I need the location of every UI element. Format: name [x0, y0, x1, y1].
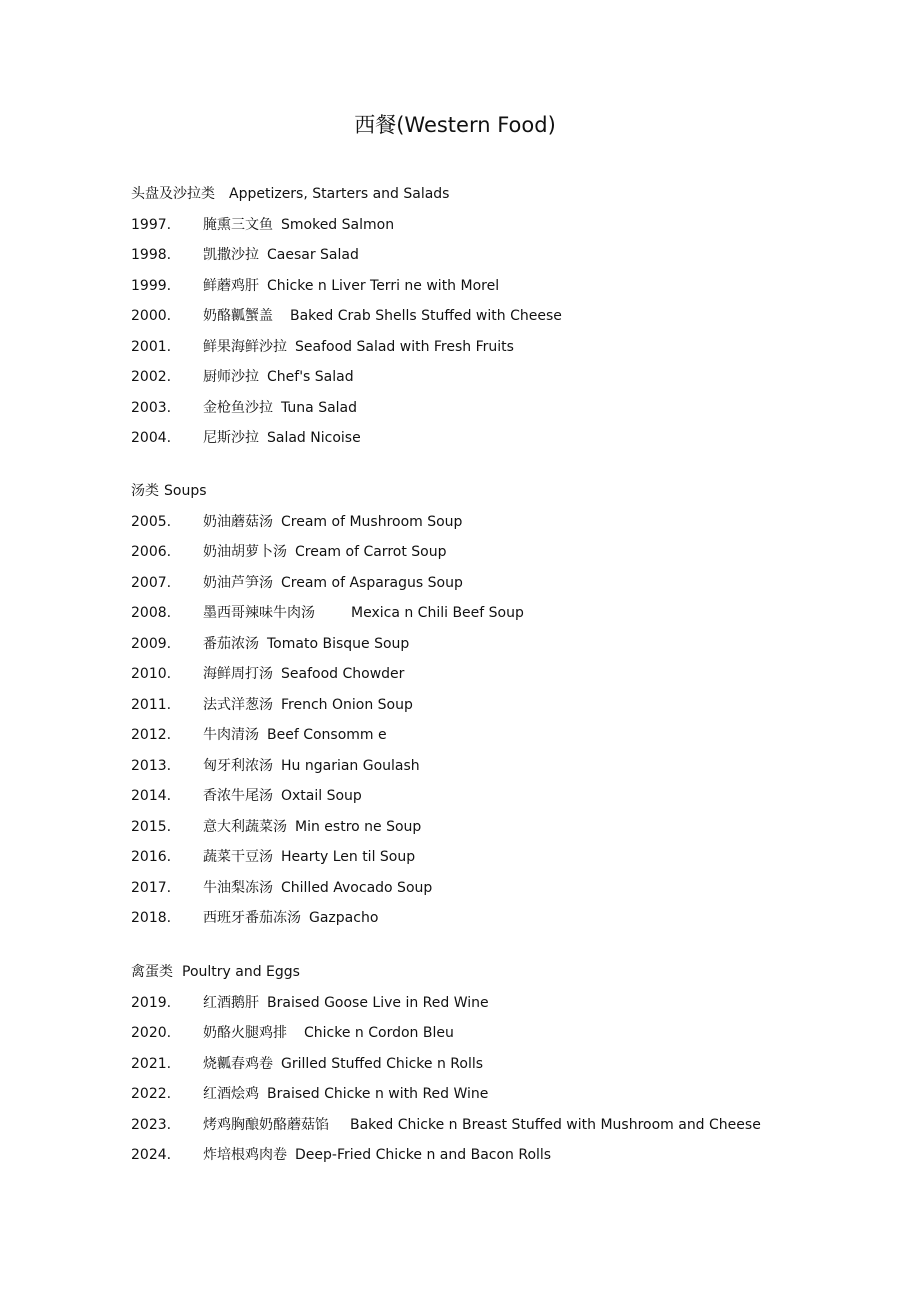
item-name-zh: 烧瓤春鸡卷 [203, 1055, 273, 1072]
section-heading [131, 476, 891, 507]
item-name-en: Deep-Fried Chicke n and Bacon Rolls [295, 1147, 552, 1163]
item-name-zh: 奶油胡萝卜汤 [203, 544, 287, 560]
menu-item [131, 842, 891, 873]
menu-item [131, 332, 891, 363]
item-name-zh: 法式洋葱汤 [203, 696, 273, 713]
item-name-zh: 金枪鱼沙拉 [203, 399, 273, 416]
item-number: 2022. [131, 1086, 172, 1102]
item-name-en: Seafood Chowder [281, 666, 405, 682]
menu-item [131, 720, 891, 751]
menu-item [131, 1079, 891, 1110]
menu-item [131, 210, 891, 241]
item-name-zh: 西班牙番茄冻汤 [203, 910, 301, 926]
item-name-en: Mexica n Chili Beef Soup [351, 605, 524, 621]
item-name-zh: 香浓牛尾汤 [203, 788, 273, 804]
item-name-zh: 奶油芦笋汤 [203, 574, 273, 591]
menu-item [131, 873, 891, 904]
item-number: 2009. [131, 635, 172, 652]
item-name-zh: 奶酪火腿鸡排 [203, 1025, 287, 1041]
menu-item [131, 659, 891, 690]
item-name-zh: 奶油蘑菇汤 [203, 513, 273, 530]
item-name-en: Min estro ne Soup [295, 818, 422, 835]
item-number: 2000. [131, 308, 172, 324]
section-heading-zh: 汤类 [131, 483, 159, 499]
menu-item [131, 812, 891, 843]
item-number: 2018. [131, 910, 172, 926]
item-name-en: Grilled Stuffed Chicke n Rolls [281, 1055, 484, 1072]
item-name-zh: 海鲜周打汤 [203, 666, 273, 682]
item-name-en: Beef Consomm e [267, 727, 387, 743]
item-name-en: Seafood Salad with Fresh Fruits [295, 338, 514, 355]
item-name-zh: 凯撒沙拉 [203, 247, 259, 263]
section-soups [131, 476, 891, 934]
item-name-en: Chef's Salad [267, 369, 354, 385]
item-number: 2011. [131, 696, 172, 713]
menu-item [131, 507, 891, 538]
item-name-en: Braised Goose Live in Red Wine [267, 994, 489, 1011]
section-heading-zh: 禽蛋类 [131, 964, 173, 980]
item-name-zh: 意大利蔬菜汤 [203, 818, 287, 835]
menu-item [131, 1110, 891, 1141]
menu-item [131, 903, 891, 934]
item-number: 2017. [131, 879, 172, 896]
item-number: 2024. [131, 1147, 172, 1163]
item-name-en: Caesar Salad [267, 247, 359, 263]
item-name-en: Baked Chicke n Breast Stuffed with Mushroom and Cheese [350, 1116, 761, 1133]
item-name-zh: 蔬菜干豆汤 [203, 849, 273, 865]
menu-item [131, 988, 891, 1019]
section-heading-zh: 头盘及沙拉类 [131, 186, 215, 202]
item-name-zh: 厨师沙拉 [203, 369, 259, 385]
item-number: 2016. [131, 849, 172, 865]
item-number: 1997. [131, 216, 172, 233]
menu-item [131, 1049, 891, 1080]
item-name-en: Tomato Bisque Soup [267, 635, 410, 652]
menu-item [131, 362, 891, 393]
menu-item [131, 537, 891, 568]
menu-item [131, 781, 891, 812]
item-name-en: Braised Chicke n with Red Wine [267, 1086, 489, 1102]
section-heading-en: Poultry and Eggs [182, 964, 300, 980]
section-heading-en: Appetizers, Starters and Salads [229, 186, 450, 202]
page-title: 西餐(Western Food) [354, 113, 556, 137]
item-number: 2015. [131, 818, 172, 835]
section-appetizers [131, 179, 891, 454]
item-number: 2013. [131, 757, 172, 774]
section-heading-en: Soups [164, 483, 207, 499]
item-name-zh: 匈牙利浓汤 [203, 757, 273, 774]
item-number: 2010. [131, 666, 172, 682]
item-name-en: Chicke n Cordon Bleu [304, 1025, 454, 1041]
item-name-zh: 鲜果海鲜沙拉 [203, 338, 287, 355]
menu-item [131, 568, 891, 599]
item-number: 2021. [131, 1055, 172, 1072]
item-number: 2001. [131, 338, 172, 355]
item-number: 2003. [131, 399, 172, 416]
item-name-en: Smoked Salmon [281, 216, 395, 233]
item-number: 2006. [131, 544, 172, 560]
section-heading [131, 179, 891, 210]
item-name-zh: 牛肉清汤 [203, 727, 259, 743]
item-name-zh: 红酒烩鸡 [203, 1086, 259, 1102]
menu-item [131, 1018, 891, 1049]
item-number: 2004. [131, 430, 172, 446]
menu-item [131, 629, 891, 660]
item-number: 1998. [131, 247, 172, 263]
item-name-zh: 墨西哥辣味牛肉汤 [203, 605, 315, 621]
item-number: 1999. [131, 277, 172, 294]
item-number: 2007. [131, 574, 172, 591]
section-poultry-eggs [131, 957, 891, 1171]
menu-item [131, 271, 891, 302]
item-number: 2020. [131, 1025, 172, 1041]
item-name-en: Cream of Mushroom Soup [281, 513, 463, 530]
item-number: 2019. [131, 994, 172, 1011]
item-name-en: Baked Crab Shells Stuffed with Cheese [290, 308, 562, 324]
menu-item [131, 690, 891, 721]
menu-item [131, 423, 891, 454]
item-name-zh: 炸培根鸡肉卷 [203, 1147, 287, 1163]
section-heading [131, 957, 891, 988]
item-name-en: Oxtail Soup [281, 788, 362, 804]
item-number: 2014. [131, 788, 172, 804]
item-number: 2005. [131, 513, 172, 530]
item-name-zh: 牛油梨冻汤 [203, 879, 273, 896]
item-name-zh: 烤鸡胸酿奶酪蘑菇馅 [203, 1116, 329, 1133]
item-name-zh: 尼斯沙拉 [203, 430, 259, 446]
item-name-en: Hearty Len til Soup [281, 849, 416, 865]
item-number: 2008. [131, 605, 172, 621]
item-name-en: Gazpacho [309, 910, 379, 926]
item-name-en: Tuna Salad [281, 399, 358, 416]
item-number: 2023. [131, 1116, 172, 1133]
item-name-en: Cream of Asparagus Soup [281, 574, 463, 591]
item-name-zh: 红酒鹅肝 [203, 994, 259, 1011]
menu-item [131, 1140, 891, 1171]
item-number: 2002. [131, 369, 172, 385]
item-number: 2012. [131, 727, 172, 743]
item-name-en: Cream of Carrot Soup [295, 544, 447, 560]
item-name-zh: 腌熏三文鱼 [203, 216, 273, 233]
item-name-zh: 鲜蘑鸡肝 [203, 277, 259, 294]
item-name-zh: 番茄浓汤 [203, 635, 259, 652]
item-name-en: French Onion Soup [281, 696, 413, 713]
item-name-en: Chicke n Liver Terri ne with Morel [267, 277, 500, 294]
menu-item [131, 751, 891, 782]
item-name-zh: 奶酪瓤蟹盖 [203, 308, 273, 324]
item-name-en: Salad Nicoise [267, 430, 361, 446]
menu-item [131, 240, 891, 271]
item-name-en: Hu ngarian Goulash [281, 757, 420, 774]
item-name-en: Chilled Avocado Soup [281, 879, 433, 896]
menu-item [131, 393, 891, 424]
menu-item [131, 301, 891, 332]
menu-item [131, 598, 891, 629]
